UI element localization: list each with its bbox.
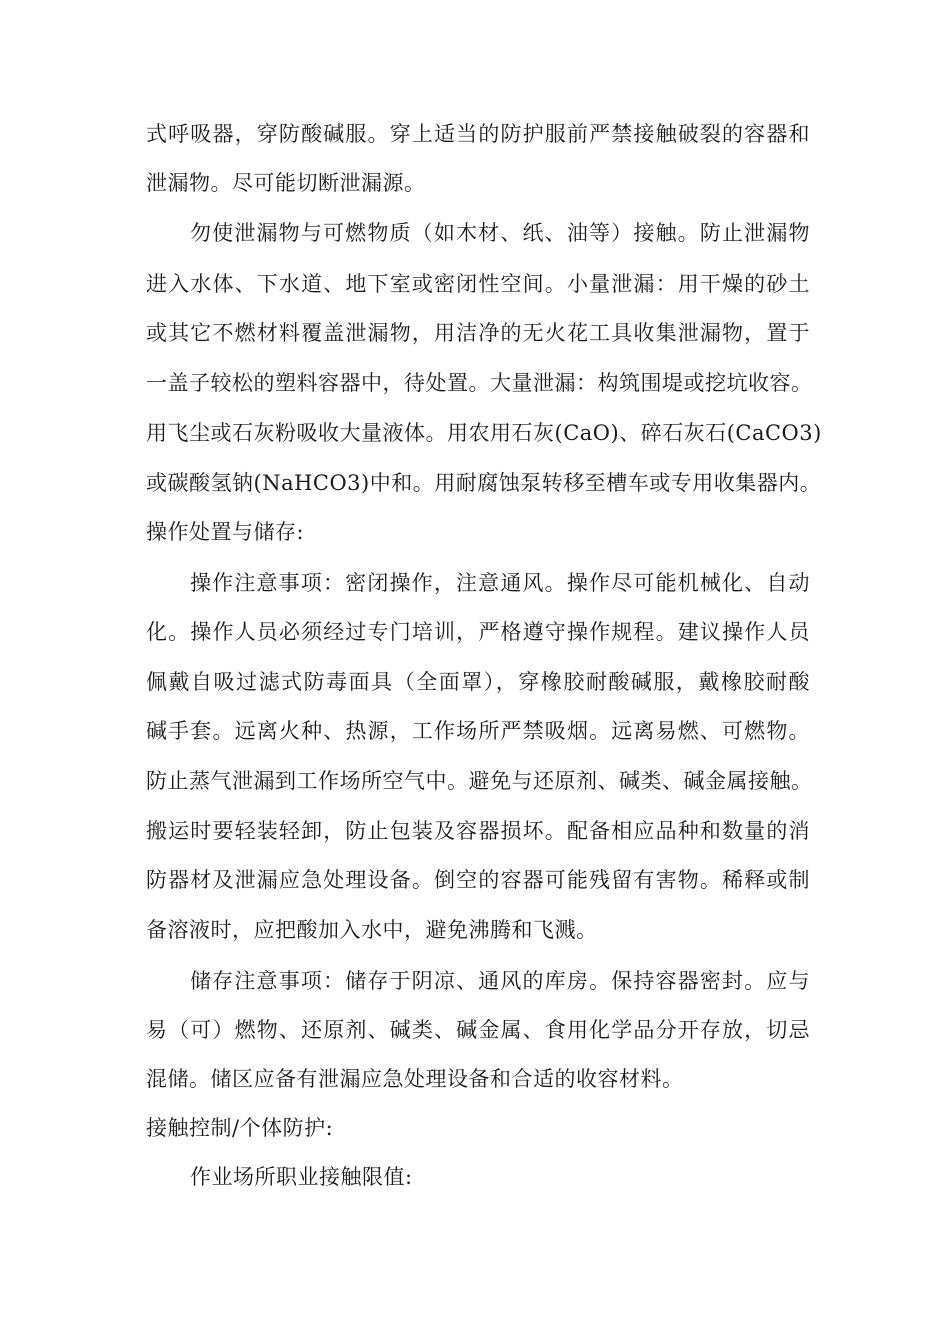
text-line: 佩戴自吸过滤式防毒面具（全面罩），穿橡胶耐酸碱服，戴橡胶耐酸 (146, 670, 810, 694)
text-line: 或其它不燃材料覆盖泄漏物，用洁净的无火花工具收集泄漏物，置于 (146, 321, 810, 345)
section-heading: 操作处置与储存: (146, 520, 305, 544)
text-line: 储存注意事项：储存于阴凉、通风的库房。保持容器密封。应与 (190, 969, 810, 993)
text-line: 操作注意事项：密闭操作，注意通风。操作尽可能机械化、自动 (190, 571, 810, 595)
text-line: 式呼吸器，穿防酸碱服。穿上适当的防护服前严禁接触破裂的容器和 (146, 122, 810, 146)
text-line: 防止蒸气泄漏到工作场所空气中。避免与还原剂、碱类、碱金属接触。 (146, 769, 813, 793)
text-line: 搬运时要轻装轻卸，防止包装及容器损坏。配备相应品种和数量的消 (146, 819, 810, 843)
text-line: 防器材及泄漏应急处理设备。倒空的容器可能残留有害物。稀释或制 (146, 868, 810, 892)
text-line: 化。操作人员必须经过专门培训，严格遵守操作规程。建议操作人员 (146, 620, 810, 644)
text-line: 勿使泄漏物与可燃物质（如木材、纸、油等）接触。防止泄漏物 (190, 221, 810, 245)
subsection-heading: 作业场所职业接触限值: (190, 1165, 413, 1189)
text-line: 进入水体、下水道、地下室或密闭性空间。小量泄漏：用干燥的砂土 (146, 272, 810, 296)
text-line: 易（可）燃物、还原剂、碱类、碱金属、食用化学品分开存放，切忌 (146, 1018, 810, 1042)
text-line: 备溶液时，应把酸加入水中，避免沸腾和飞溅。 (146, 918, 598, 942)
text-line: 或碳酸氢钠(NaHCO3)中和。用耐腐蚀泵转移至槽车或专用收集器内。 (146, 471, 822, 495)
text-line: 泄漏物。尽可能切断泄漏源。 (146, 171, 426, 195)
text-line: 一盖子较松的塑料容器中，待处置。大量泄漏：构筑围堤或挖坑收容。 (146, 371, 813, 395)
text-line: 碱手套。远离火种、热源，工作场所严禁吸烟。远离易燃、可燃物。 (146, 719, 810, 743)
text-line: 用飞尘或石灰粉吸收大量液体。用农用石灰(CaO)、碎石灰石(CaCO3) (146, 421, 822, 445)
text-line: 混储。储区应备有泄漏应急处理设备和合适的收容材料。 (146, 1067, 684, 1091)
section-heading: 接触控制/个体防护: (146, 1116, 334, 1140)
